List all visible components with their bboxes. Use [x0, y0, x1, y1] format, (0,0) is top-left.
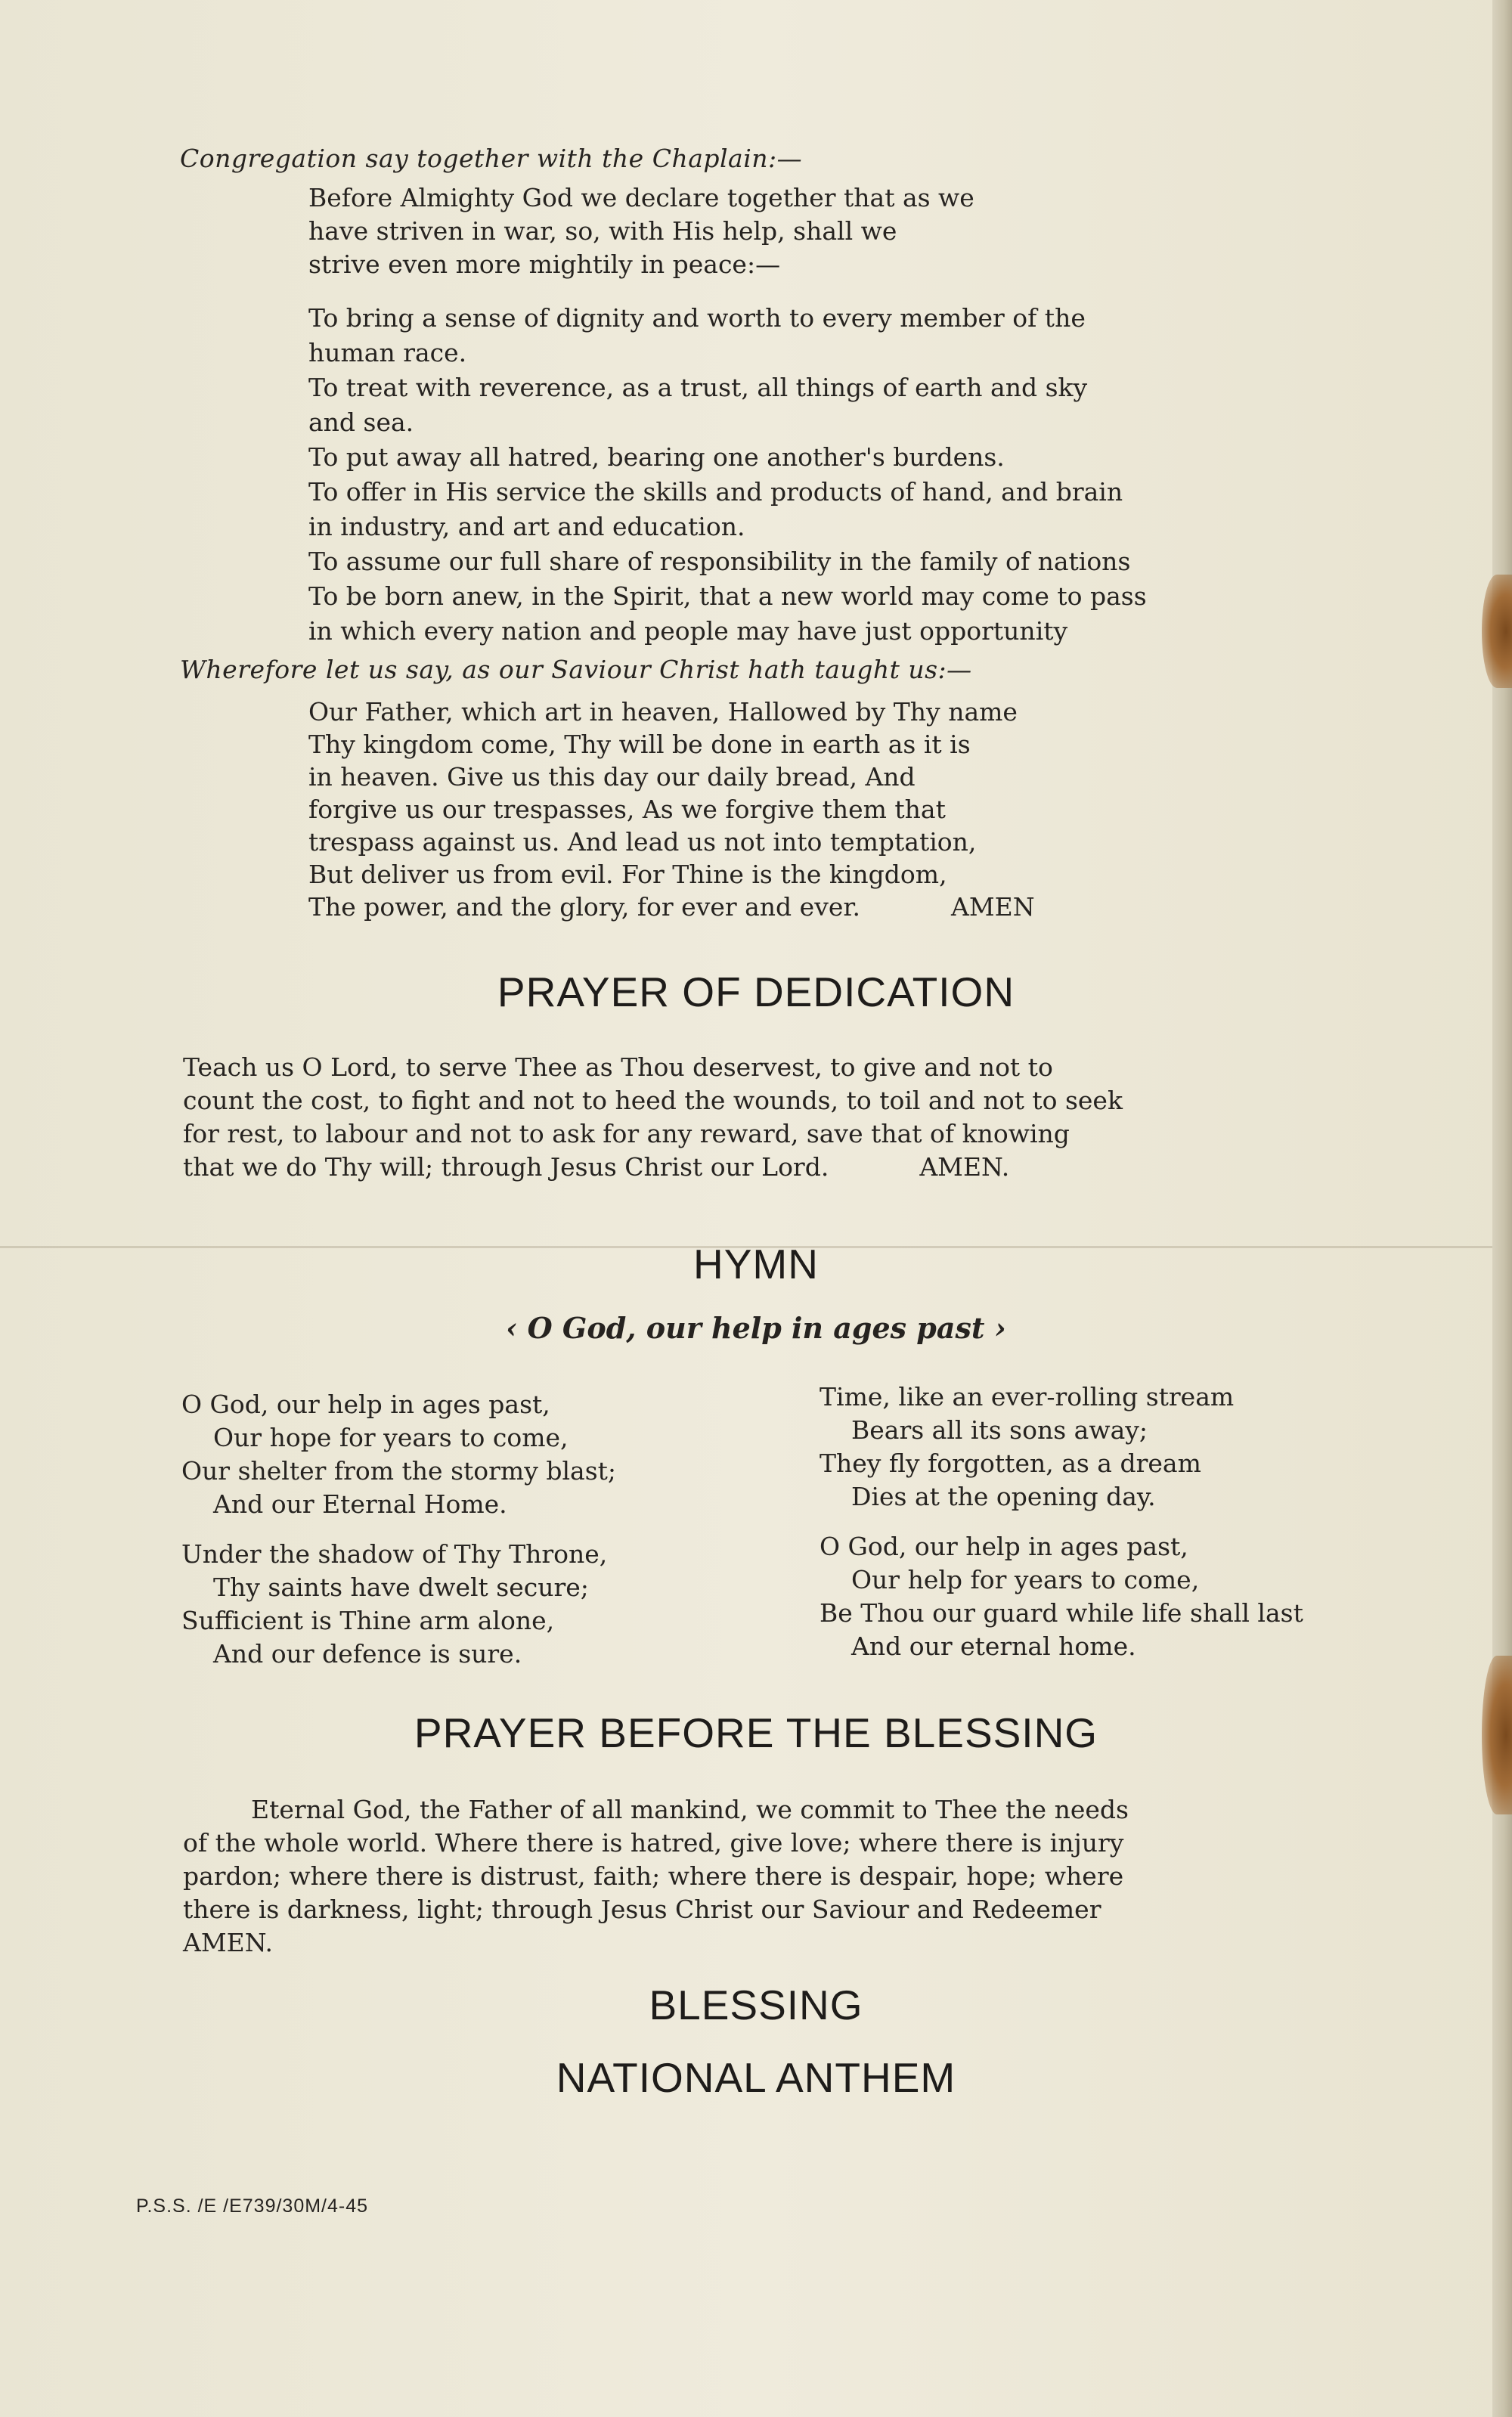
prayer-line: trespass against us. And lead us not into temptation,	[308, 827, 977, 857]
hymn-line: And our defence is sure.	[213, 1639, 522, 1669]
resolution-continuation: in which every nation and people may have just opportunity	[308, 616, 1068, 646]
blessing-prayer-line: there is darkness, light; through Jesus Christ our Saviour and Redeemer	[183, 1895, 1101, 1924]
resolution-continuation: human race.	[308, 338, 467, 367]
hymn-line: O God, our help in ages past,	[820, 1532, 1188, 1561]
blessing-heading: BLESSING	[649, 1982, 863, 2028]
rust-stain-top	[1482, 575, 1512, 688]
declaration-text	[308, 181, 1352, 281]
hymn-stanza	[181, 1388, 616, 1521]
blessing-prayer-line: of the whole world. Where there is hatred, give love; where there is injury	[183, 1828, 1124, 1858]
hymn-line: And our eternal home.	[851, 1631, 1136, 1661]
blessing-prayer-text	[183, 1793, 1362, 1960]
resolution-item	[308, 301, 1442, 370]
resolution-text: To assume our full share of responsibility in the family of nations	[308, 547, 1131, 576]
hymn-stanza	[181, 1538, 616, 1671]
hymn-line: Our help for years to come,	[851, 1565, 1200, 1594]
lords-prayer-rubric: Wherefore let us say, as our Saviour Christ hath taught us:—	[180, 655, 972, 684]
hymn-line: Our hope for years to come,	[213, 1423, 569, 1452]
dedication-line-text: that we do Thy will; through Jesus Christ our Lord.	[183, 1152, 829, 1182]
hymn-stanza	[820, 1380, 1303, 1514]
amen-label: AMEN	[951, 892, 1035, 922]
resolution-item	[308, 579, 1442, 649]
anthem-heading: NATIONAL ANTHEM	[556, 2054, 956, 2101]
hymn-line: Sufficient is Thine arm alone,	[181, 1606, 555, 1635]
hymn-line: Under the shadow of Thy Throne,	[181, 1539, 608, 1569]
declaration-line: strive even more mightily in peace:—	[308, 249, 781, 279]
print-code: P.S.S. /E /E739/30M/4-45	[136, 2195, 369, 2217]
resolution-item	[308, 370, 1442, 440]
hymn-title: ‹ O God, our help in ages past ›	[506, 1311, 1006, 1345]
declaration-line: Before Almighty God we declare together that as we	[308, 183, 974, 212]
hymn-line: Our shelter from the stormy blast;	[181, 1456, 617, 1486]
amen-label: AMEN.	[919, 1152, 1010, 1182]
resolution-continuation: and sea.	[308, 407, 414, 437]
lords-prayer-text	[308, 696, 1352, 923]
resolution-text: To put away all hatred, bearing one another's burdens.	[308, 442, 1005, 472]
dedication-heading: PRAYER OF DEDICATION	[497, 968, 1015, 1015]
prayer-line: But deliver us from evil. For Thine is the kingdom,	[308, 860, 947, 889]
hymn-line: They fly forgotten, as a dream	[820, 1449, 1201, 1478]
hymn-stanza	[820, 1530, 1303, 1663]
resolution-text: To bring a sense of dignity and worth to every member of the	[308, 303, 1086, 333]
dedication-text	[183, 1051, 1362, 1184]
dedication-line: Teach us O Lord, to serve Thee as Thou deservest, to give and not to	[183, 1052, 1053, 1082]
hymn-line: And our Eternal Home.	[213, 1489, 507, 1519]
hymn-left-column	[181, 1388, 616, 1687]
resolution-item	[308, 475, 1442, 544]
hymn-line: Thy saints have dwelt secure;	[213, 1573, 589, 1602]
resolution-continuation: in industry, and art and education.	[308, 512, 745, 541]
resolution-item	[308, 544, 1442, 579]
declaration-line: have striven in war, so, with His help, shall we	[308, 216, 897, 246]
resolution-text: To be born anew, in the Spirit, that a new world may come to pass	[308, 581, 1147, 611]
prayer-line: Thy kingdom come, Thy will be done in earth as it is	[308, 730, 971, 759]
blessing-prayer-line: Eternal God, the Father of all mankind, we commit to Thee the needs	[251, 1795, 1129, 1824]
prayer-line	[308, 891, 1352, 923]
resolution-item	[308, 440, 1442, 475]
hymn-line: Bears all its sons away;	[851, 1415, 1148, 1445]
blessing-prayer-heading: PRAYER BEFORE THE BLESSING	[414, 1709, 1098, 1756]
hymn-heading: HYMN	[693, 1241, 819, 1288]
dedication-line	[183, 1151, 1362, 1184]
hymn-line: Dies at the opening day.	[851, 1482, 1156, 1511]
dedication-line: count the cost, to fight and not to heed the wounds, to toil and not to seek	[183, 1086, 1123, 1115]
prayer-line-text: The power, and the glory, for ever and ever.	[308, 892, 861, 922]
prayer-line: forgive us our trespasses, As we forgive them that	[308, 795, 946, 824]
hymn-line: Time, like an ever-rolling stream	[820, 1382, 1235, 1411]
resolution-text: To offer in His service the skills and products of hand, and brain	[308, 477, 1123, 507]
blessing-prayer-line: pardon; where there is distrust, faith; where there is despair, hope; where	[183, 1861, 1124, 1891]
hymn-right-column	[820, 1380, 1303, 1680]
hymn-line: O God, our help in ages past,	[181, 1390, 550, 1419]
declaration-rubric: Congregation say together with the Chaplain:—	[180, 144, 803, 173]
prayer-line: in heaven. Give us this day our daily bread, And	[308, 762, 916, 792]
hymn-line: Be Thou our guard while life shall last	[820, 1598, 1303, 1628]
blessing-prayer-line: AMEN.	[183, 1928, 273, 1957]
dedication-line: for rest, to labour and not to ask for any reward, save that of knowing	[183, 1119, 1070, 1148]
prayer-line: Our Father, which art in heaven, Hallowed by Thy name	[308, 697, 1018, 727]
resolutions-list	[308, 301, 1442, 649]
resolution-text: To treat with reverence, as a trust, all things of earth and sky	[308, 373, 1088, 402]
